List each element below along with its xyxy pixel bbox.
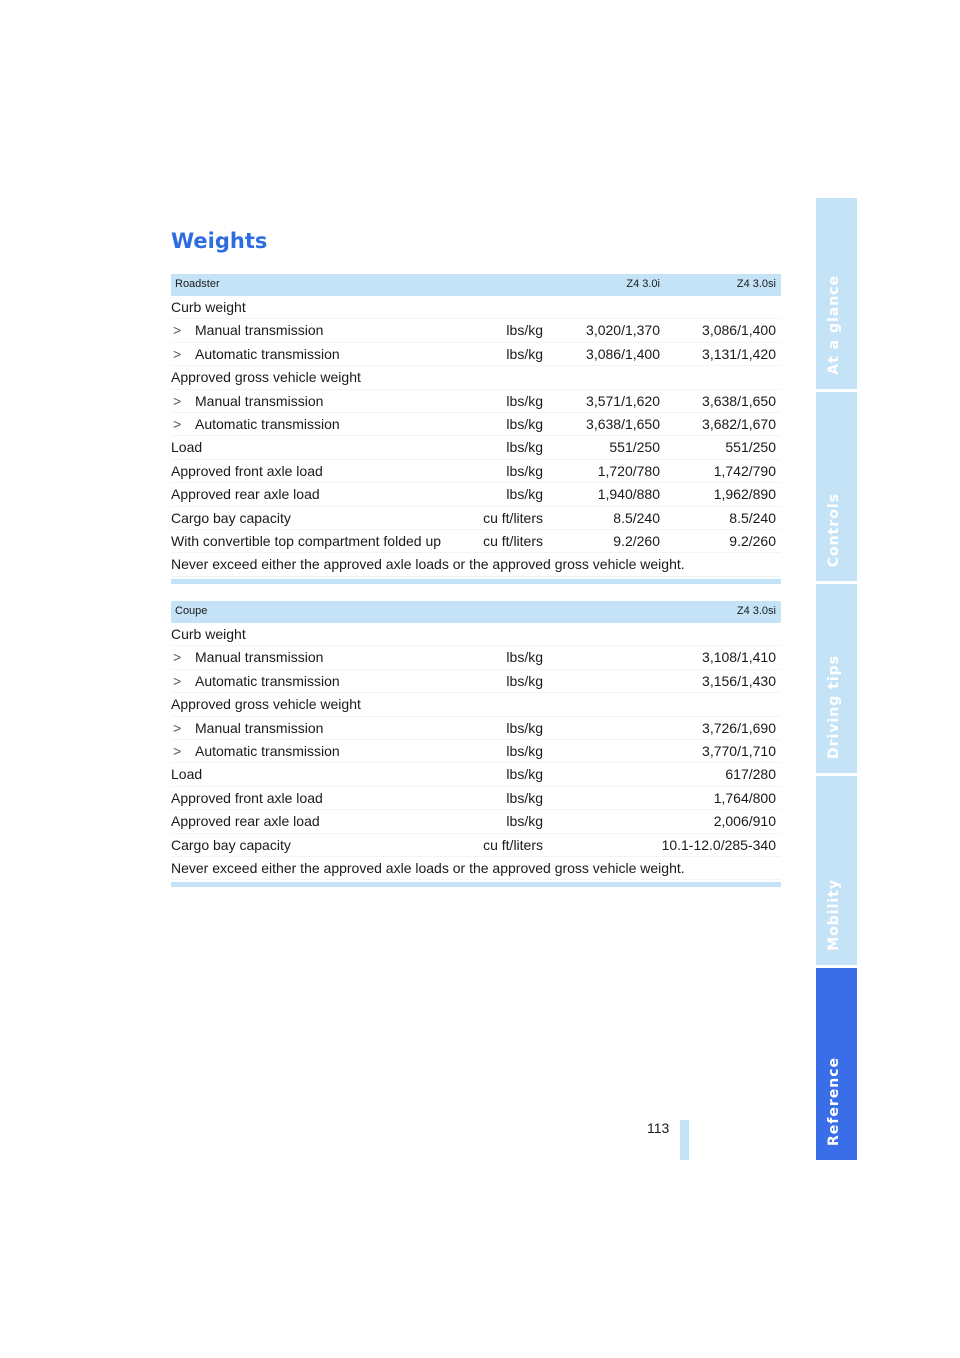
row-label: Manual transmission [195, 322, 324, 339]
table-header [171, 601, 781, 623]
roadster-weights-table [171, 274, 781, 584]
row-unit: lbs/kg [506, 649, 543, 666]
row-value-col2: 551/250 [725, 439, 776, 456]
table-note [171, 553, 781, 576]
bullet-marker: > [173, 392, 182, 409]
row-unit: lbs/kg [506, 322, 543, 339]
row-value-col2: 3,108/1,410 [702, 649, 776, 666]
row-value-col1: 551/250 [609, 439, 660, 456]
table-row [171, 460, 781, 483]
table-row [171, 810, 781, 833]
row-value-col2: 2,006/910 [713, 813, 776, 830]
row-label: Cargo bay capacity [171, 836, 291, 853]
table-row [171, 413, 781, 436]
tab-label: Mobility [826, 879, 842, 951]
header-col-z4-30si: Z4 3.0si [736, 605, 776, 617]
row-label: With convertible top compartment folded up [171, 532, 442, 549]
row-label: Curb weight [171, 299, 246, 315]
table-row [171, 319, 781, 342]
row-label: Load [171, 439, 203, 456]
row-value-col2: 3,726/1,690 [702, 719, 776, 736]
table-row [171, 763, 781, 786]
bullet-marker: > [173, 345, 182, 362]
row-label: Load [171, 766, 203, 783]
row-unit: lbs/kg [506, 719, 543, 736]
table-row [171, 507, 781, 530]
table-row [171, 530, 781, 553]
row-label: Automatic transmission [195, 672, 340, 689]
row-unit: lbs/kg [506, 345, 543, 362]
tab-driving-tips[interactable] [816, 584, 857, 773]
page-number: 113 [647, 1120, 670, 1136]
table-body [171, 296, 781, 553]
row-value-col1: 8.5/240 [613, 509, 660, 526]
row-value-col1: 3,020/1,370 [586, 322, 660, 339]
row-label: Manual transmission [195, 719, 324, 736]
header-col-z4-30si: Z4 3.0si [736, 278, 776, 290]
row-unit: cu ft/liters [483, 836, 543, 853]
tab-label: Reference [826, 1056, 842, 1146]
header-title: Roadster [175, 278, 220, 290]
row-value-col1: 3,638/1,650 [586, 415, 660, 432]
bullet-marker: > [173, 719, 182, 736]
tab-label: Controls [826, 492, 842, 567]
table-row [171, 740, 781, 763]
row-unit: lbs/kg [506, 462, 543, 479]
bullet-marker: > [173, 322, 182, 339]
bullet-marker: > [173, 415, 182, 432]
tab-at-a-glance[interactable] [816, 198, 857, 389]
table-header [171, 274, 781, 296]
header-col-z4-30i: Z4 3.0i [626, 278, 660, 290]
bullet-marker: > [173, 742, 182, 759]
row-value-col1: 9.2/260 [613, 532, 660, 549]
row-label: Manual transmission [195, 649, 324, 666]
table-footer-bar [171, 579, 781, 584]
row-value-col2: 1,962/890 [713, 486, 776, 503]
table-row [171, 623, 781, 646]
header-title: Coupe [175, 605, 208, 617]
row-label: Automatic transmission [195, 742, 340, 759]
row-value-col2: 3,682/1,670 [702, 415, 776, 432]
table-row [171, 717, 781, 740]
row-unit: lbs/kg [506, 742, 543, 759]
row-label: Approved front axle load [171, 462, 323, 479]
table-row [171, 834, 781, 857]
row-unit: lbs/kg [506, 813, 543, 830]
coupe-weights-table [171, 601, 781, 887]
row-value-col1: 1,940/880 [597, 486, 660, 503]
row-value-col2: 9.2/260 [729, 532, 776, 549]
table-row [171, 693, 781, 716]
row-label: Approved front axle load [171, 789, 323, 806]
table-row [171, 646, 781, 669]
row-label: Approved gross vehicle weight [171, 369, 361, 386]
row-label: Approved rear axle load [171, 813, 320, 830]
row-unit: lbs/kg [506, 672, 543, 689]
row-value-col1: 1,720/780 [597, 462, 660, 479]
table-row [171, 787, 781, 810]
row-label: Cargo bay capacity [171, 509, 291, 526]
row-value-col2: 3,156/1,430 [702, 672, 776, 689]
page-title: Weights [171, 229, 268, 253]
note-text: Never exceed either the approved axle loads or the approved gross vehicle weight. [171, 859, 685, 876]
table-body [171, 623, 781, 857]
table-footer-bar [171, 882, 781, 887]
row-value-col2: 3,638/1,650 [702, 392, 776, 409]
note-text: Never exceed either the approved axle loads or the approved gross vehicle weight. [171, 556, 685, 573]
row-value-col2: 3,131/1,420 [702, 345, 776, 362]
row-value-col2: 8.5/240 [729, 509, 776, 526]
tab-label: Driving tips [826, 655, 842, 759]
row-unit: lbs/kg [506, 392, 543, 409]
row-value-col2: 3,086/1,400 [702, 322, 776, 339]
row-label: Automatic transmission [195, 415, 340, 432]
row-label: Manual transmission [195, 392, 324, 409]
table-row [171, 296, 781, 319]
table-note [171, 857, 781, 880]
row-value-col2: 10.1-12.0/285-340 [661, 836, 776, 853]
tab-label: At a glance [826, 275, 842, 375]
table-row [171, 390, 781, 413]
table-row [171, 343, 781, 366]
row-value-col1: 3,086/1,400 [586, 345, 660, 362]
row-value-col2: 1,764/800 [713, 789, 776, 806]
table-row [171, 436, 781, 459]
tab-mobility[interactable] [816, 776, 857, 965]
row-label: Curb weight [171, 626, 246, 642]
row-value-col2: 617/280 [725, 766, 776, 783]
table-row [171, 483, 781, 506]
row-label: Approved gross vehicle weight [171, 696, 361, 713]
row-unit: cu ft/liters [483, 509, 543, 526]
table-row [171, 670, 781, 693]
bullet-marker: > [173, 649, 182, 666]
row-unit: lbs/kg [506, 766, 543, 783]
row-label: Approved rear axle load [171, 486, 320, 503]
row-value-col2: 1,742/790 [713, 462, 776, 479]
row-unit: lbs/kg [506, 439, 543, 456]
bullet-marker: > [173, 672, 182, 689]
row-unit: lbs/kg [506, 486, 543, 503]
section-tabs [816, 198, 857, 1160]
row-unit: cu ft/liters [483, 532, 543, 549]
tab-controls[interactable] [816, 392, 857, 581]
row-value-col1: 3,571/1,620 [586, 392, 660, 409]
tab-reference[interactable] [816, 968, 857, 1160]
row-unit: lbs/kg [506, 415, 543, 432]
row-unit: lbs/kg [506, 789, 543, 806]
table-row [171, 366, 781, 389]
row-value-col2: 3,770/1,710 [702, 742, 776, 759]
row-label: Automatic transmission [195, 345, 340, 362]
page-marker [680, 1120, 689, 1160]
